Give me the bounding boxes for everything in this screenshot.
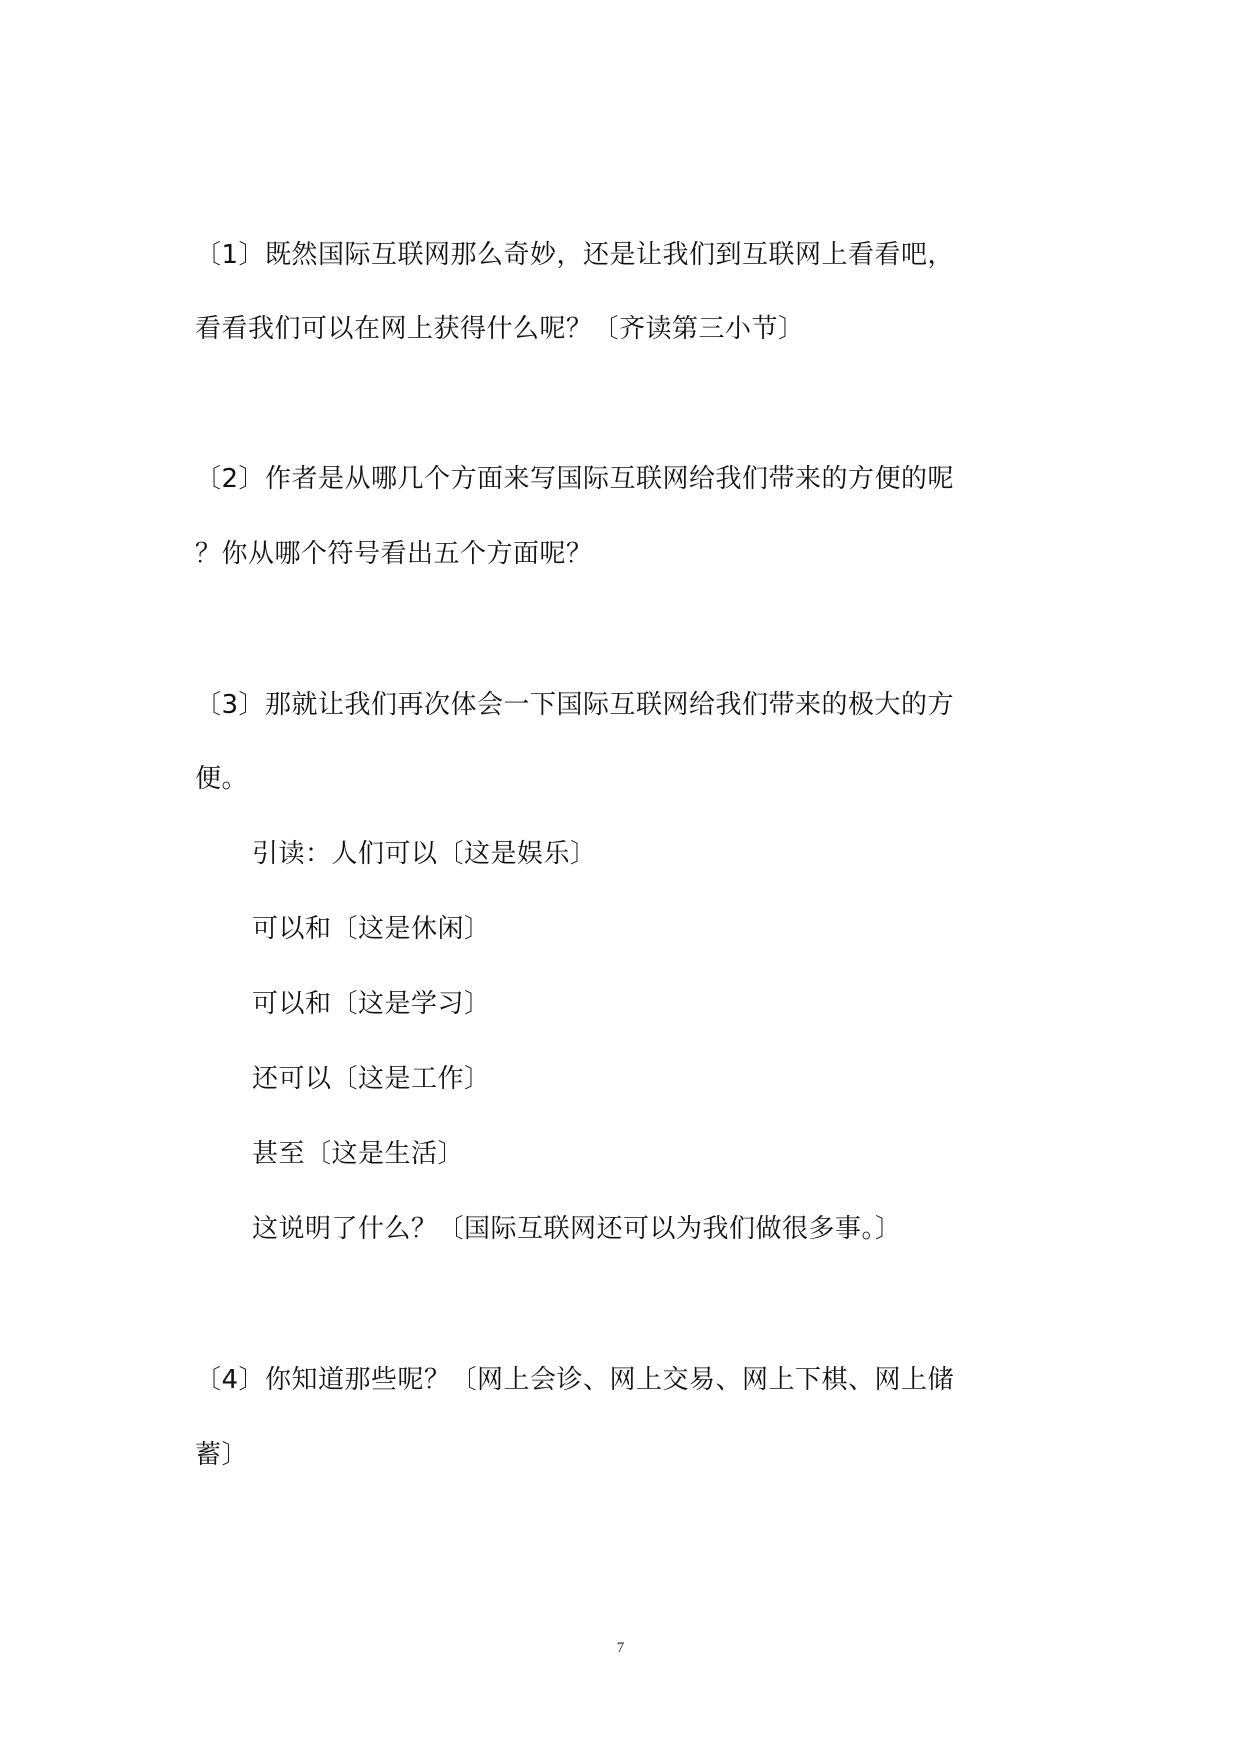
page-number: 7 <box>616 1640 625 1656</box>
paragraph-3-line-2: 便。 <box>195 764 249 794</box>
paragraph-1-line-2: 看看我们可以在网上获得什么呢？〔齐读第三小节〕 <box>195 314 805 344</box>
guided-reading-leisure: 可以和〔这是休闲〕 <box>252 914 491 944</box>
guided-reading-life: 甚至〔这是生活〕 <box>252 1139 465 1169</box>
guided-reading-study: 可以和〔这是学习〕 <box>252 989 491 1019</box>
guided-reading-work: 还可以〔这是工作〕 <box>252 1064 491 1094</box>
guided-reading-conclusion: 这说明了什么？〔国际互联网还可以为我们做很多事。〕 <box>252 1214 902 1244</box>
paragraph-2-line-1: 〔2〕作者是从哪几个方面来写国际互联网给我们带来的方便的呢 <box>195 464 955 494</box>
paragraph-4-line-1: 〔4〕你知道那些呢？〔网上会诊、网上交易、网上下棋、网上储 <box>195 1365 955 1395</box>
guided-reading-line: 引读：人们可以〔这是娱乐〕 <box>252 839 597 869</box>
paragraph-2-line-2: ？你从哪个符号看出五个方面呢？ <box>195 539 593 569</box>
paragraph-3-line-1: 〔3〕那就让我们再次体会一下国际互联网给我们带来的极大的方 <box>195 690 955 720</box>
paragraph-4-line-2: 蓄〕 <box>195 1440 249 1470</box>
paragraph-1-line-1: 〔1〕既然国际互联网那么奇妙，还是让我们到互联网上看看吧， <box>195 240 955 270</box>
